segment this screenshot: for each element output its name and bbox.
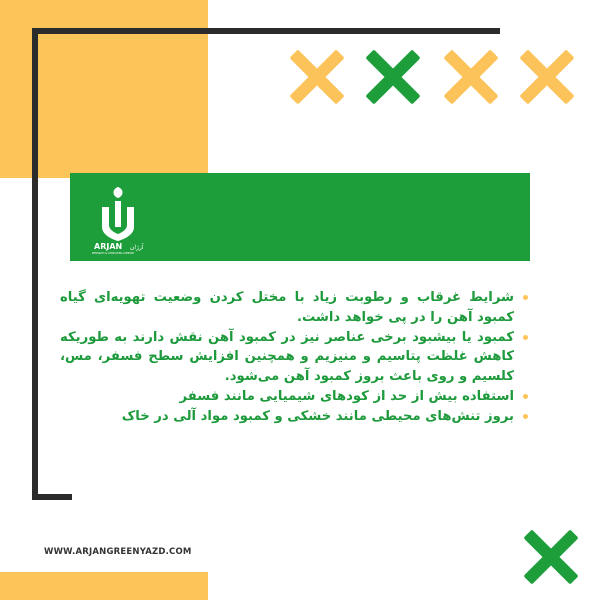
frame-line-top xyxy=(32,28,500,34)
cross-icon xyxy=(520,50,574,104)
cross-icon xyxy=(444,50,498,104)
logo-text: ARJAN xyxy=(94,242,123,251)
logo-script: آرژان xyxy=(130,244,144,251)
cross-icon xyxy=(290,50,344,104)
green-banner xyxy=(70,173,530,261)
list-item: کمبود یا بیشبود برخی عناصر نیز در کمبود آهن نقش دارند به طوریکه کاهش غلظت پتاسیم و منیزیم و همچنین افزایش سطح فسفر، مس، کلسیم و روی باعث بروز کمبود آهن می‌شود. xyxy=(60,328,514,387)
frame-line-bottom xyxy=(32,494,72,500)
content-text-block xyxy=(60,288,530,427)
cross-icon xyxy=(366,50,420,104)
website-url: WWW.ARJANGREENYAZD.COM xyxy=(44,547,192,557)
list-item: استفاده بیش از حد از کودهای شیمیایی مانند فسفر xyxy=(60,387,514,407)
frame-line-left xyxy=(32,28,38,500)
arjan-logo-icon xyxy=(90,183,146,255)
list-item: شرایط غرقاب و رطوبت زیاد با مختل کردن وضعیت تهویه‌ای گیاه کمبود آهن را در پی خواهد داشت. xyxy=(60,288,514,328)
logo-subtext: RESEARCH & CONSULTING COMPANY xyxy=(92,252,135,255)
cross-icon xyxy=(524,530,578,584)
bullet-list xyxy=(60,288,530,427)
yellow-bottom-strip xyxy=(0,572,208,600)
list-item: بروز تنش‌های محیطی مانند خشکی و کمبود مواد آلی در خاک xyxy=(60,407,514,427)
